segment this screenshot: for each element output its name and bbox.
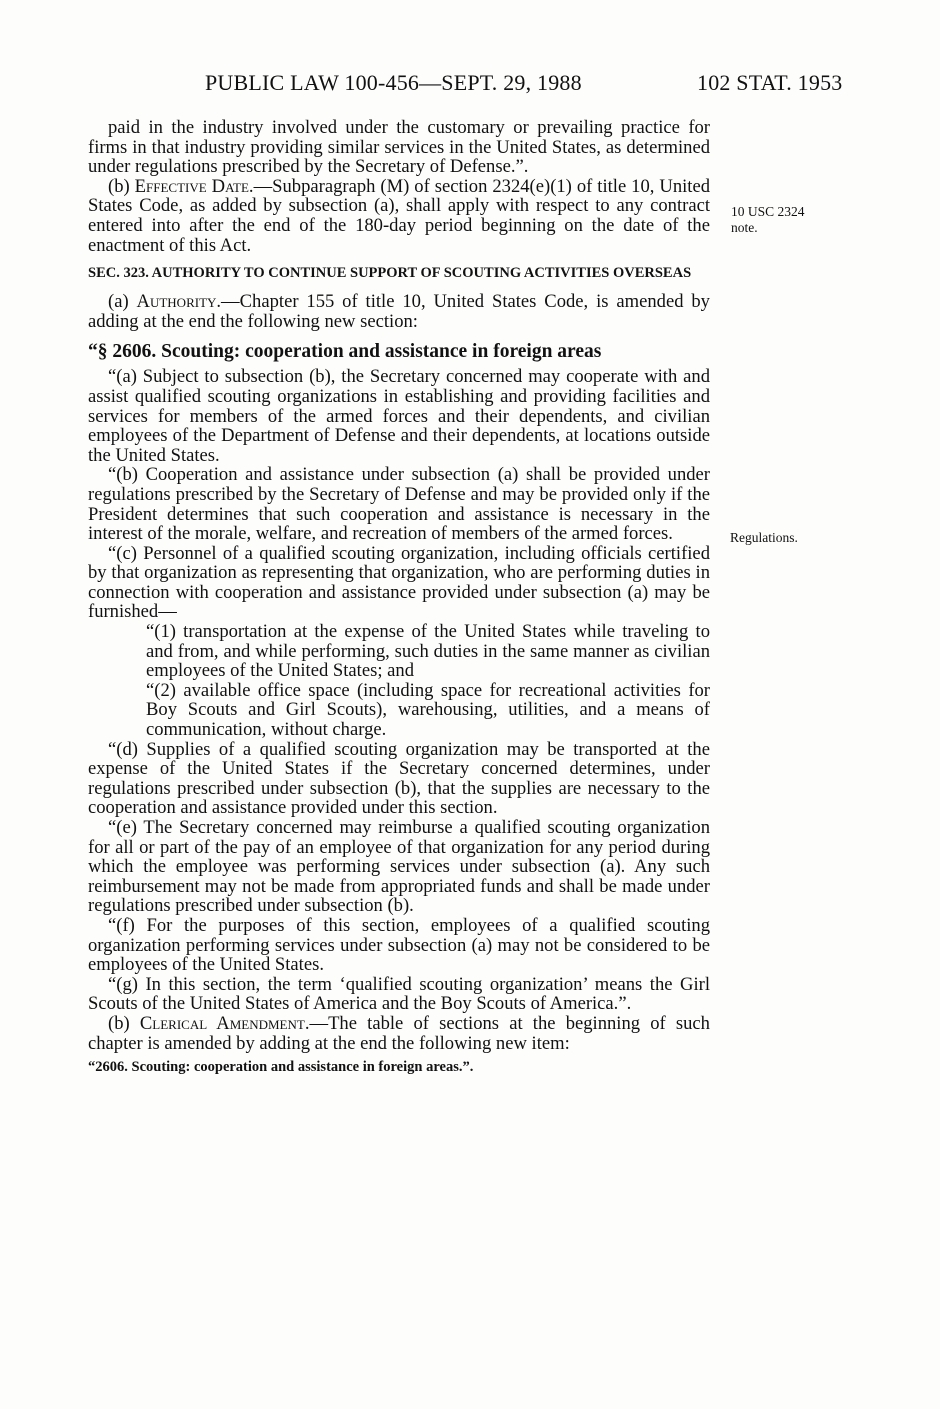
margin-note-usc-line2: note. xyxy=(731,220,758,235)
subsection-g: “(g) In this section, the term ‘qualified scouting organization’ means the Girl Scouts of the United States of America and the Boy Scouts of America.”. xyxy=(88,973,710,1015)
subsection-d: “(d) Supplies of a qualified scouting organization may be transported at the expense of the United States if the Secretary concerned determines, under regulations prescribed under subsection (b), that the supplies are necessary to the cooperation and assistance provided under this section. xyxy=(88,738,710,819)
paragraph-b-caption: Effective Date xyxy=(134,175,249,197)
subsection-c: “(c) Personnel of a qualified scouting organization, including officials certified by that organization as representing that organization, who are performing duties in connection with cooperation and assistance provided under subsection (a) may be furnished— xyxy=(88,542,710,623)
paragraph-b-effective-date xyxy=(88,177,710,255)
subsection-f: “(f) For the purposes of this section, employees of a qualified scouting organization performing services under subsection (a) may not be considered to be employees of the United States. xyxy=(88,914,710,976)
subsection-c-item-2: “(2) available office space (including space for recreational activities for Boy Scouts and Girl Scouts), warehousing, utilities, and a means of communication, without charge. xyxy=(146,679,710,741)
paragraph-b-label: (b) xyxy=(108,175,135,197)
paragraph-a-authority xyxy=(88,292,710,331)
paragraph-b2-text: .—The table of sections at the beginning of such chapter is amended by adding at the end the following new item: xyxy=(88,1012,710,1054)
paragraph-b-text: .—Subparagraph (M) of section 2324(e)(1) of title 10, United States Code, as added by subsection (a), shall apply with respect to any contract entered into after the end of the 180-day period beginning on the date of the enactment of this Act. xyxy=(88,175,710,256)
continuation-paragraph: paid in the industry involved under the customary or prevailing practice for firms in that industry providing similar services in the United States, as determined under regulations prescribed by the Secretary of Defense.”. xyxy=(88,117,710,178)
paragraph-a-caption: Authority xyxy=(136,291,217,313)
paragraph-b2-label: (b) xyxy=(108,1012,140,1034)
paragraph-b2-caption: Clerical Amendment xyxy=(139,1012,305,1034)
section-heading: SEC. 323. AUTHORITY TO CONTINUE SUPPORT OF SCOUTING ACTIVITIES OVERSEAS xyxy=(88,265,692,282)
paragraph-b-clerical-amendment xyxy=(88,1014,710,1053)
paragraph-a-text: .—Chapter 155 of title 10, United States Code, is amended by adding at the end the following new section: xyxy=(88,291,710,332)
new-section-heading: “§ 2606. Scouting: cooperation and assistance in foreign areas xyxy=(88,341,602,363)
subsection-a: “(a) Subject to subsection (b), the Secretary concerned may cooperate with and assist qualified scouting organizations in establishing and providing facilities and services for members of the armed forces and their dependents, and civilian employees of the Department of Defense and their dependents, at locations outside the United States. xyxy=(88,366,710,466)
table-of-sections-item: “2606. Scouting: cooperation and assistance in foreign areas.”. xyxy=(88,1059,474,1076)
header-stat-page: 102 STAT. 1953 xyxy=(697,70,843,95)
margin-note-usc xyxy=(731,204,805,236)
subsection-e: “(e) The Secretary concerned may reimburse a qualified scouting organization for all or part of the pay of an employee of that organization for any period during which the employee was performing services under subsection (a). Any such reimbursement may not be made from appropriated funds and shall be made under regulations prescribed under subsection (b). xyxy=(88,817,710,917)
subsection-b: “(b) Cooperation and assistance under subsection (a) shall be provided under regulations prescribed by the Secretary of Defense and may be provided only if the President determines that such cooperation and assistance is necessary in the interest of the morale, welfare, and recreation of members of the armed forces. xyxy=(88,464,710,545)
paragraph-a-label: (a) xyxy=(108,291,137,313)
margin-note-regulations: Regulations. xyxy=(730,530,798,545)
margin-note-usc-line1: 10 USC 2324 xyxy=(731,204,805,219)
body-text xyxy=(88,118,710,1076)
running-header xyxy=(0,70,940,100)
subsection-c-item-1: “(1) transportation at the expense of the United States while traveling to and from, and while performing, such duties in the same manner as civilian employees of the United States; and xyxy=(146,621,710,682)
header-law-citation: PUBLIC LAW 100-456—SEPT. 29, 1988 xyxy=(205,70,582,95)
